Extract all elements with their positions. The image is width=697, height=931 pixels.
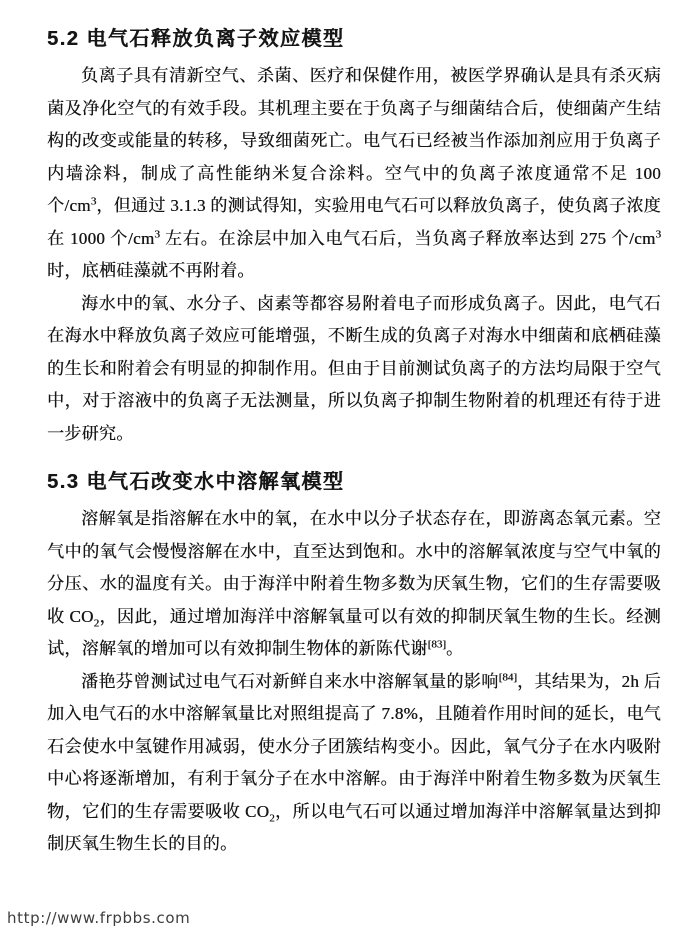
paragraph-negative-ion-effect-1: 负离子具有清新空气、杀菌、医疗和保健作用，被医学界确认是具有杀灭病菌及净化空气的有效手段。其机理主要在于负离子与细菌结合后，使细菌产生结构的改变或能量的转移，导致细菌死亡。电气石已经被当作添加剂应用于负离子内墙涂料，制成了高性能纳米复合涂料。空气中的负离子浓度通常不足 100 个$/cm^3$，但通过 3.1.3 的测试得知，实验用电气石可以释放负离子，使负离子浓度在 1000 个$/cm^3$ 左右。在涂层中加入电气石后，当负离子释放率达到 275 个$/cm^3$ 时，底栖硅藻就不再附着。 bbox=[47, 66, 662, 280]
paragraph-dissolved-oxygen-2: 潘艳芬曾测试过电气石对新鲜自来水中溶解氧量的影响[84]，其结果为，2h 后加入电气石的水中溶解氧量比对照组提高了 7.8%，且随着作用时间的延长，电气石会使水中氢键作用减弱，使水分子团簇结构变小。因此，氧气分子在水内吸附中心将逐渐增加，有利于氧分子在水中溶解。由于海洋中附着生物多数为厌氧生物，它们的生存需要吸收 $CO_2$，所以电气石可以通过增加海洋中溶解氧量达到抑制厌氧生物生长的目的。 bbox=[47, 670, 662, 853]
footer-watermark-url: http://www.frpbbs.com bbox=[7, 909, 191, 927]
paragraph-dissolved-oxygen-1: 溶解氧是指溶解在水中的氧，在水中以分子状态存在，即游离态氧元素。空气中的氧气会慢慢溶解在水中，直至达到饱和。水中的溶解氧浓度与空气中氧的分压、水的温度有关。由于海洋中附着生物多数为厌氧生物，它们的生存需要吸收 $CO_2$，因此，通过增加海洋中溶解氧量可以有效的抑制厌氧生物的生长。经测试，溶解氧的增加可以有效抑制生物体的新陈代谢[83]。 bbox=[47, 509, 661, 658]
paragraph-negative-ion-effect-2: 海水中的氧、水分子、卤素等都容易附着电子而形成负离子。因此，电气石在海水中释放负离子效应可能增强，不断生成的负离子对海水中细菌和底栖硅藻的生长和附着会有明显的抑制作用。但由于目前测试负离子的方法均局限于空气中，对于溶液中的负离子无法测量，所以负离子抑制生物附着的机理还有待于进一步研究。 bbox=[47, 293, 661, 443]
section-heading-5-3: 5.3 电气石改变水中溶解氧模型 bbox=[47, 471, 345, 493]
section-heading-5-2: 5.2 电气石释放负离子效应模型 bbox=[47, 28, 345, 50]
